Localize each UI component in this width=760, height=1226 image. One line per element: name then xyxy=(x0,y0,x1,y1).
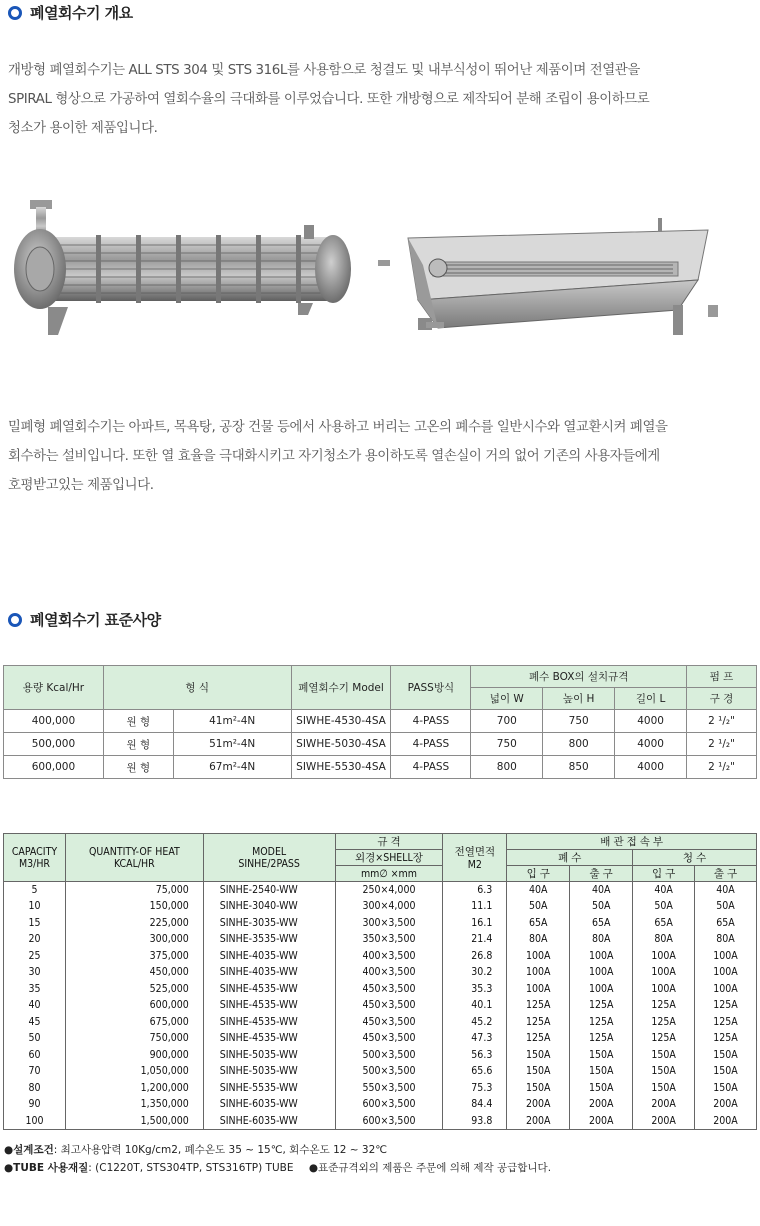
table-cell-h: 800 xyxy=(543,733,615,756)
table-cell-spec: 500×3,500 xyxy=(335,1063,443,1080)
table-cell-spec: 350×3,500 xyxy=(335,931,443,948)
table-cell-waste-inlet: 65A xyxy=(507,915,570,932)
table-cell-capacity: 25 xyxy=(4,948,66,965)
header-pipe-connection: 배 관 접 속 부 xyxy=(507,834,757,850)
open-box-heat-exchanger-photo xyxy=(378,210,723,345)
table-cell-clean-inlet: 150A xyxy=(633,1080,695,1097)
table-cell-area: 6.3 xyxy=(443,882,507,899)
table-cell-heat: 450,000 xyxy=(65,964,203,981)
table-row xyxy=(4,1080,757,1097)
header-heat-line1: QUANTITY-OF HEAT xyxy=(88,845,180,858)
header-capacity: 용량 Kcal/Hr xyxy=(4,666,104,710)
header-clean-inlet: 입 구 xyxy=(633,866,695,882)
table-cell-h: 850 xyxy=(543,756,615,779)
table-cell-waste-outlet: 40A xyxy=(570,882,633,899)
table-cell-capacity: 90 xyxy=(4,1096,66,1113)
table-cell-capacity: 40 xyxy=(4,997,66,1014)
table-cell-waste-inlet: 125A xyxy=(507,1030,570,1047)
section-overview-title: 폐열회수기 개요 xyxy=(30,4,133,22)
header-spec-sub: 외경×SHELL장 xyxy=(335,850,443,866)
table-row xyxy=(4,1014,757,1031)
table-cell-clean-outlet: 100A xyxy=(695,948,757,965)
table-cell-clean-outlet: 150A xyxy=(695,1063,757,1080)
table-cell-l: 4000 xyxy=(615,733,687,756)
table-cell-clean-inlet: 200A xyxy=(633,1096,695,1113)
table-row xyxy=(4,710,757,733)
table-row xyxy=(4,948,757,965)
section-spec-header xyxy=(8,609,161,630)
header-capacity xyxy=(4,834,66,882)
table-cell-waste-outlet: 150A xyxy=(570,1063,633,1080)
table-row xyxy=(4,1030,757,1047)
table-cell-clean-outlet: 50A xyxy=(695,898,757,915)
table-cell-area: 40.1 xyxy=(443,997,507,1014)
table-cell-area: 35.3 xyxy=(443,981,507,998)
table-cell-clean-outlet: 100A xyxy=(695,981,757,998)
table-cell-pass: 4-PASS xyxy=(391,733,471,756)
table-cell-model: SINHE-3040-WW xyxy=(203,898,335,915)
table-cell-l: 4000 xyxy=(615,710,687,733)
table-cell-capacity: 10 xyxy=(4,898,66,915)
table-cell-model: SINHE-4535-WW xyxy=(203,1030,335,1047)
paragraph-line: 회수하는 설비입니다. 또한 열 효율을 극대화시키고 자기청소가 용이하도록 열손실이 거의 없어 기존의 사용자들에게 xyxy=(8,449,660,464)
table-cell-clean-outlet: 65A xyxy=(695,915,757,932)
table-cell-heat: 1,500,000 xyxy=(65,1113,203,1130)
table-cell-model: SIWHE-5030-4SA xyxy=(291,733,391,756)
overview-paragraph-closed-type xyxy=(8,413,753,500)
table-cell-waste-inlet: 150A xyxy=(507,1080,570,1097)
table-row xyxy=(4,1096,757,1113)
note-text-tube: : (C1220T, STS304TP, STS316TP) TUBE xyxy=(88,1162,294,1174)
table-cell-area: 93.8 xyxy=(443,1113,507,1130)
table-cell-area: 47.3 xyxy=(443,1030,507,1047)
table-cell-l: 4000 xyxy=(615,756,687,779)
table-cell-model: SINHE-6035-WW xyxy=(203,1096,335,1113)
table-cell-clean-inlet: 40A xyxy=(633,882,695,899)
table-cell-waste-inlet: 125A xyxy=(507,997,570,1014)
header-heat xyxy=(65,834,203,882)
table-cell-area: 41m²-4N xyxy=(173,710,291,733)
table-cell-waste-inlet: 100A xyxy=(507,981,570,998)
table-cell-capacity: 45 xyxy=(4,1014,66,1031)
table-cell-spec: 450×3,500 xyxy=(335,997,443,1014)
table-cell-heat: 1,350,000 xyxy=(65,1096,203,1113)
table-cell-clean-outlet: 125A xyxy=(695,1014,757,1031)
table-cell-clean-outlet: 200A xyxy=(695,1096,757,1113)
table-cell-waste-inlet: 80A xyxy=(507,931,570,948)
header-waste-outlet: 출 구 xyxy=(570,866,633,882)
header-capacity-line2: M3/HR xyxy=(18,857,50,870)
table-cell-capacity: 35 xyxy=(4,981,66,998)
table-cell-area: 67m²-4N xyxy=(173,756,291,779)
header-clean-water: 청 수 xyxy=(633,850,757,866)
table-cell-capacity: 600,000 xyxy=(4,756,104,779)
paragraph-line: 개방형 폐열회수기는 ALL STS 304 및 STS 316L를 사용함으로 청결도 및 내부식성이 뛰어난 제품이며 전열관을 xyxy=(8,63,640,78)
header-type: 형 식 xyxy=(103,666,291,710)
table-row xyxy=(4,1047,757,1064)
closed-type-spec-table xyxy=(3,833,757,1130)
table-cell-area: 11.1 xyxy=(443,898,507,915)
table-cell-waste-outlet: 80A xyxy=(570,931,633,948)
table-cell-waste-inlet: 125A xyxy=(507,1014,570,1031)
header-model-line2: SINHE/2PASS xyxy=(238,857,300,870)
table-cell-clean-inlet: 125A xyxy=(633,1030,695,1047)
table-cell-model: SINHE-3535-WW xyxy=(203,931,335,948)
table-cell-waste-outlet: 125A xyxy=(570,997,633,1014)
table-cell-spec: 550×3,500 xyxy=(335,1080,443,1097)
table-cell-waste-outlet: 65A xyxy=(570,915,633,932)
note-text-design: : 최고사용압력 10Kg/cm2, 폐수온도 35 ~ 15℃, 회수온도 12 ~ 32℃ xyxy=(53,1144,388,1156)
table-cell-capacity: 30 xyxy=(4,964,66,981)
table-cell-capacity: 500,000 xyxy=(4,733,104,756)
table-cell-area: 45.2 xyxy=(443,1014,507,1031)
table-row xyxy=(4,882,757,899)
circle-bullet-icon xyxy=(8,6,22,20)
table-cell-area: 56.3 xyxy=(443,1047,507,1064)
paragraph-line: 청소가 용이한 제품입니다. xyxy=(8,121,158,136)
circle-bullet-icon xyxy=(8,613,22,627)
table-cell-heat: 750,000 xyxy=(65,1030,203,1047)
table-cell-area: 75.3 xyxy=(443,1080,507,1097)
note-label-design: ●설계조건 xyxy=(4,1144,54,1156)
table-cell-capacity: 15 xyxy=(4,915,66,932)
table-cell-heat: 150,000 xyxy=(65,898,203,915)
section-spec-title: 폐열회수기 표준사양 xyxy=(30,611,161,629)
table-cell-pass: 4-PASS xyxy=(391,710,471,733)
table-cell-h: 750 xyxy=(543,710,615,733)
table-cell-model: SINHE-5535-WW xyxy=(203,1080,335,1097)
table-cell-heat: 300,000 xyxy=(65,931,203,948)
table-cell-waste-outlet: 100A xyxy=(570,964,633,981)
header-capacity-line1: CAPACITY xyxy=(11,845,58,858)
table-cell-model: SINHE-4535-WW xyxy=(203,981,335,998)
table-cell-spec: 300×4,000 xyxy=(335,898,443,915)
table-cell-spec: 400×3,500 xyxy=(335,948,443,965)
table-row xyxy=(4,964,757,981)
table-cell-pump: 2 ¹/₂" xyxy=(687,756,757,779)
open-type-spec-table xyxy=(3,665,757,779)
table-row xyxy=(4,756,757,779)
table-cell-heat: 1,200,000 xyxy=(65,1080,203,1097)
table-cell-model: SINHE-5035-WW xyxy=(203,1063,335,1080)
table-cell-clean-inlet: 125A xyxy=(633,1014,695,1031)
section-overview-header xyxy=(8,2,133,23)
table-cell-clean-outlet: 100A xyxy=(695,964,757,981)
table-cell-clean-outlet: 150A xyxy=(695,1080,757,1097)
table-cell-waste-inlet: 100A xyxy=(507,948,570,965)
paragraph-line: 호평받고있는 제품입니다. xyxy=(8,478,154,493)
header-box-spec: 폐수 BOX의 설치규격 xyxy=(471,666,687,688)
table-cell-capacity: 50 xyxy=(4,1030,66,1047)
table-cell-model: SINHE-4035-WW xyxy=(203,964,335,981)
table-cell-waste-outlet: 100A xyxy=(570,948,633,965)
header-height: 높이 H xyxy=(543,688,615,710)
table-cell-shape: 원 형 xyxy=(103,733,173,756)
table-cell-shape: 원 형 xyxy=(103,756,173,779)
table-cell-model: SIWHE-4530-4SA xyxy=(291,710,391,733)
table-cell-heat: 75,000 xyxy=(65,882,203,899)
table-cell-clean-inlet: 150A xyxy=(633,1063,695,1080)
table-cell-waste-outlet: 125A xyxy=(570,1014,633,1031)
table-cell-area: 21.4 xyxy=(443,931,507,948)
table-cell-spec: 450×3,500 xyxy=(335,1030,443,1047)
table-cell-waste-inlet: 40A xyxy=(507,882,570,899)
table-cell-spec: 450×3,500 xyxy=(335,981,443,998)
table-cell-waste-outlet: 150A xyxy=(570,1080,633,1097)
header-pass: PASS방식 xyxy=(391,666,471,710)
table-cell-clean-inlet: 125A xyxy=(633,997,695,1014)
paragraph-line: 밀폐형 폐열회수기는 아파트, 목욕탕, 공장 건물 등에서 사용하고 버리는 고온의 폐수를 일반시수와 열교환시켜 폐열을 xyxy=(8,420,668,435)
table-cell-heat: 675,000 xyxy=(65,1014,203,1031)
table-cell-clean-outlet: 150A xyxy=(695,1047,757,1064)
table-cell-heat: 600,000 xyxy=(65,997,203,1014)
table-cell-capacity: 20 xyxy=(4,931,66,948)
table-cell-pump: 2 ¹/₂" xyxy=(687,733,757,756)
table-cell-clean-inlet: 100A xyxy=(633,964,695,981)
table-row xyxy=(4,898,757,915)
table-cell-clean-inlet: 50A xyxy=(633,898,695,915)
table-cell-clean-inlet: 150A xyxy=(633,1047,695,1064)
table-cell-clean-inlet: 200A xyxy=(633,1113,695,1130)
table-cell-shape: 원 형 xyxy=(103,710,173,733)
header-heat-line2: KCAL/HR xyxy=(113,857,155,870)
table-cell-waste-outlet: 125A xyxy=(570,1030,633,1047)
paragraph-line: SPIRAL 형상으로 가공하여 열회수율의 극대화를 이루었습니다. 또한 개방형으로 제작되어 분해 조립이 용이하므로 xyxy=(8,92,650,107)
table-row xyxy=(4,1113,757,1130)
table-cell-clean-inlet: 100A xyxy=(633,948,695,965)
table-cell-model: SINHE-2540-WW xyxy=(203,882,335,899)
table-cell-w: 800 xyxy=(471,756,543,779)
table-cell-capacity: 80 xyxy=(4,1080,66,1097)
table-cell-spec: 600×3,500 xyxy=(335,1113,443,1130)
header-model xyxy=(203,834,335,882)
table-cell-clean-outlet: 80A xyxy=(695,931,757,948)
table-row xyxy=(4,915,757,932)
note-label-tube: ●TUBE 사용재질 xyxy=(4,1162,89,1174)
table-cell-pass: 4-PASS xyxy=(391,756,471,779)
table-cell-heat: 900,000 xyxy=(65,1047,203,1064)
header-area xyxy=(443,834,507,882)
table-row xyxy=(4,733,757,756)
table-cell-clean-outlet: 125A xyxy=(695,997,757,1014)
table-cell-capacity: 60 xyxy=(4,1047,66,1064)
table-cell-area: 30.2 xyxy=(443,964,507,981)
header-spec: 규 격 xyxy=(335,834,443,850)
table-cell-clean-inlet: 65A xyxy=(633,915,695,932)
table-row xyxy=(4,931,757,948)
table-cell-capacity: 100 xyxy=(4,1113,66,1130)
table-cell-capacity: 5 xyxy=(4,882,66,899)
table-cell-waste-outlet: 200A xyxy=(570,1113,633,1130)
table-cell-w: 750 xyxy=(471,733,543,756)
table-cell-model: SIWHE-5530-4SA xyxy=(291,756,391,779)
table-cell-model: SINHE-6035-WW xyxy=(203,1113,335,1130)
table-cell-waste-inlet: 150A xyxy=(507,1063,570,1080)
header-waste-water: 폐 수 xyxy=(507,850,633,866)
table-cell-area: 16.1 xyxy=(443,915,507,932)
header-model-line1: MODEL xyxy=(252,845,287,858)
table-cell-clean-outlet: 125A xyxy=(695,1030,757,1047)
header-area-line1: 전열면적 xyxy=(454,846,496,858)
header-pump-bore: 구 경 xyxy=(687,688,757,710)
table-cell-clean-inlet: 80A xyxy=(633,931,695,948)
table-cell-heat: 225,000 xyxy=(65,915,203,932)
table-cell-pump: 2 ¹/₂" xyxy=(687,710,757,733)
table-cell-area: 84.4 xyxy=(443,1096,507,1113)
table-cell-model: SINHE-4535-WW xyxy=(203,997,335,1014)
table-cell-model: SINHE-3035-WW xyxy=(203,915,335,932)
table-cell-area: 26.8 xyxy=(443,948,507,965)
table-cell-waste-outlet: 100A xyxy=(570,981,633,998)
header-model: 폐열회수기 Model xyxy=(291,666,391,710)
table-cell-clean-outlet: 40A xyxy=(695,882,757,899)
table-cell-clean-inlet: 100A xyxy=(633,981,695,998)
table-cell-waste-inlet: 200A xyxy=(507,1113,570,1130)
header-waste-inlet: 입 구 xyxy=(507,866,570,882)
table-cell-waste-inlet: 200A xyxy=(507,1096,570,1113)
table-cell-spec: 300×3,500 xyxy=(335,915,443,932)
table-cell-waste-inlet: 100A xyxy=(507,964,570,981)
table-cell-capacity: 400,000 xyxy=(4,710,104,733)
table-cell-heat: 525,000 xyxy=(65,981,203,998)
table-cell-spec: 600×3,500 xyxy=(335,1096,443,1113)
header-pump: 펌 프 xyxy=(687,666,757,688)
table-cell-waste-inlet: 150A xyxy=(507,1047,570,1064)
table-row xyxy=(4,981,757,998)
tube-material-note xyxy=(4,1160,551,1175)
table-cell-waste-outlet: 150A xyxy=(570,1047,633,1064)
table-row xyxy=(4,997,757,1014)
table-cell-spec: 250×4,000 xyxy=(335,882,443,899)
table-cell-waste-outlet: 200A xyxy=(570,1096,633,1113)
header-area-line2: M2 xyxy=(467,859,482,871)
table-cell-area: 65.6 xyxy=(443,1063,507,1080)
table-cell-capacity: 70 xyxy=(4,1063,66,1080)
table-cell-model: SINHE-5035-WW xyxy=(203,1047,335,1064)
overview-paragraph-open-type xyxy=(8,56,753,143)
header-clean-outlet: 출 구 xyxy=(695,866,757,882)
table-cell-waste-outlet: 50A xyxy=(570,898,633,915)
table-cell-heat: 1,050,000 xyxy=(65,1063,203,1080)
table-row xyxy=(4,1063,757,1080)
header-length: 길이 L xyxy=(615,688,687,710)
table-cell-area: 51m²-4N xyxy=(173,733,291,756)
table-cell-spec: 450×3,500 xyxy=(335,1014,443,1031)
table-cell-spec: 400×3,500 xyxy=(335,964,443,981)
header-width: 넓이 W xyxy=(471,688,543,710)
table-cell-heat: 375,000 xyxy=(65,948,203,965)
note-custom-order: ●표준규격외의 제품은 주문에 의해 제작 공급합니다. xyxy=(308,1162,552,1174)
table-cell-model: SINHE-4035-WW xyxy=(203,948,335,965)
heat-exchanger-photo xyxy=(8,195,358,340)
table-cell-w: 700 xyxy=(471,710,543,733)
table-cell-spec: 500×3,500 xyxy=(335,1047,443,1064)
table-cell-model: SINHE-4535-WW xyxy=(203,1014,335,1031)
header-spec-unit: mm∅ ×mm xyxy=(335,866,443,882)
table-cell-clean-outlet: 200A xyxy=(695,1113,757,1130)
design-conditions-note xyxy=(4,1142,387,1157)
table-cell-waste-inlet: 50A xyxy=(507,898,570,915)
